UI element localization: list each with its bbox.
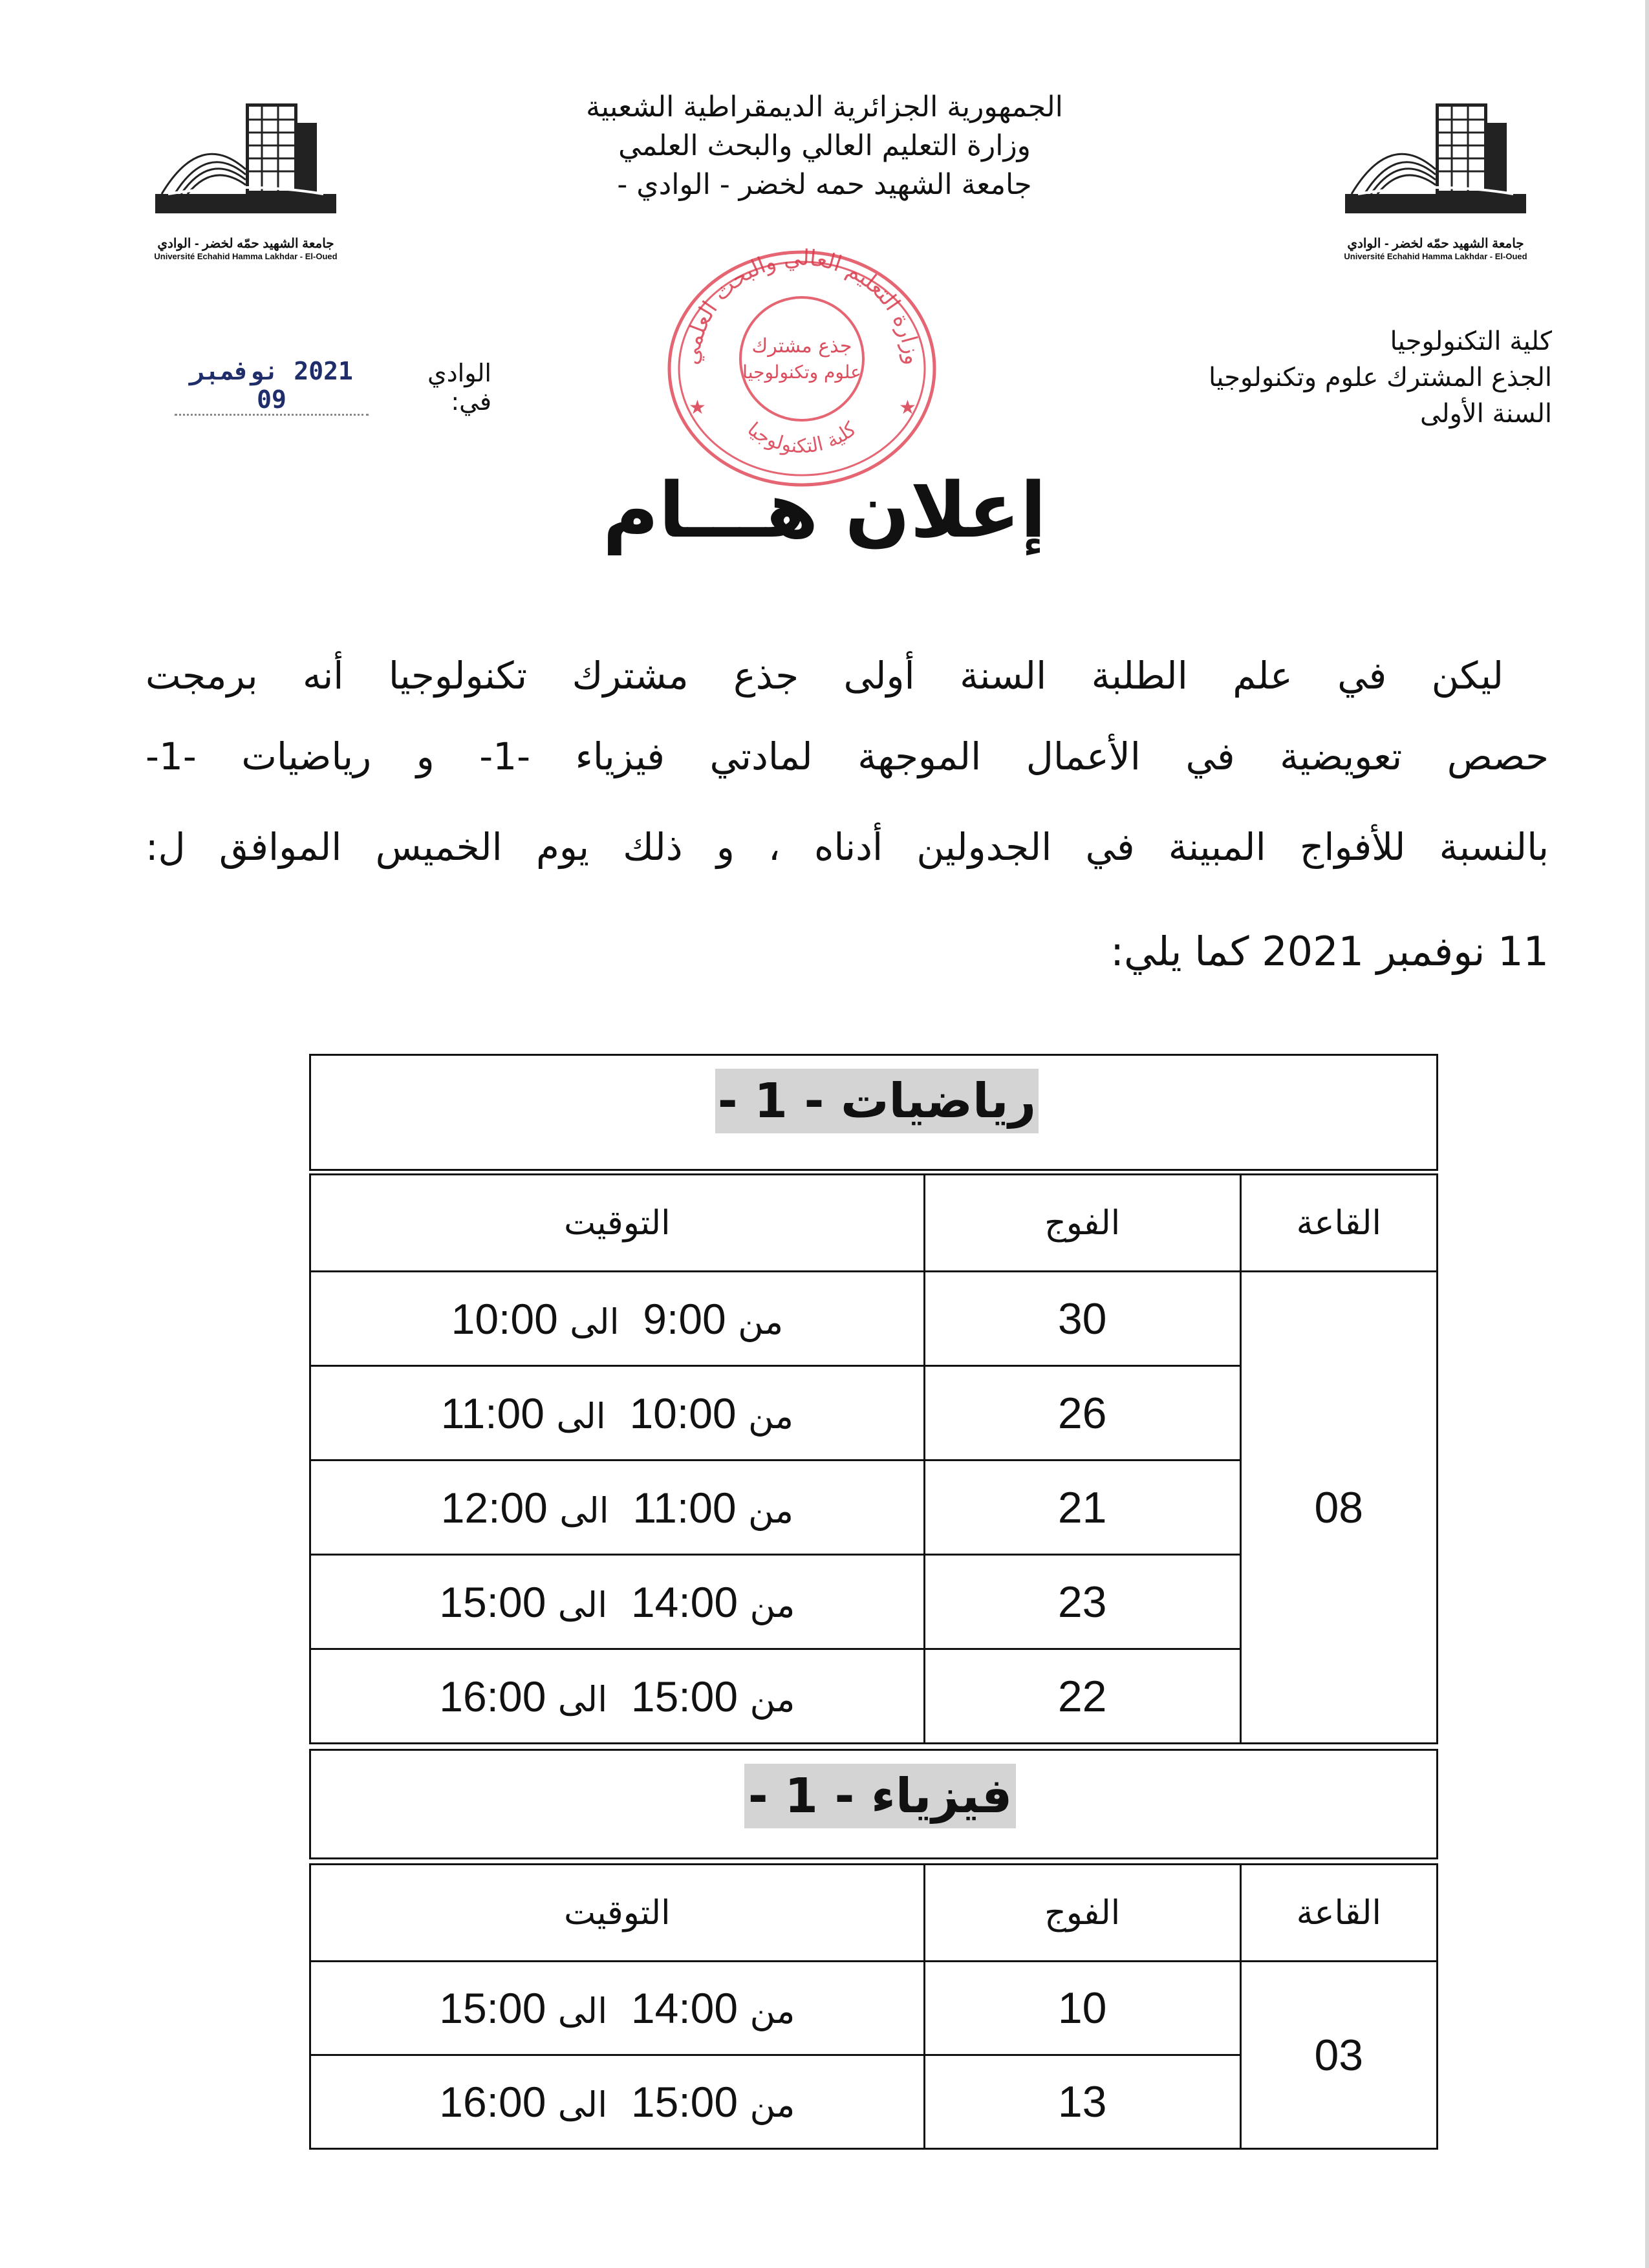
stamp-inner-line-2: علوم وتكنولوجيا <box>742 361 861 383</box>
from-word: من <box>738 1301 784 1342</box>
logo-latin-name: Université Echahid Hamma Lakhdar - El-Oued <box>1344 251 1527 261</box>
stamp-inner-line-1: جذع مشترك <box>751 335 852 358</box>
header-republic: الجمهورية الجزائرية الديمقراطية الشعبية <box>586 91 1063 123</box>
table-header-row <box>310 1865 1438 1962</box>
to-word: الى <box>557 1991 608 2031</box>
group-number: 10 <box>924 1962 1240 2055</box>
time-to: 16:00 <box>439 2078 546 2126</box>
stamp-star-icon: ★ <box>689 396 706 419</box>
time-to: 11:00 <box>440 1389 544 1437</box>
body-line-2: حصص تعويضية في الأعمال الموجهة لمادتي فيزياء -1- و رياضيات -1- <box>146 734 1549 778</box>
time-to: 16:00 <box>439 1672 546 1720</box>
math-subject-title: رياضيات - 1 - <box>715 1069 1039 1133</box>
place-date <box>168 356 491 416</box>
header-university: جامعة الشهيد حمه لخضر - الوادي - <box>617 168 1032 201</box>
header-group: الفوج <box>924 1175 1240 1272</box>
from-word: من <box>749 1678 795 1720</box>
stamp-star-icon: ★ <box>899 396 916 419</box>
time-from: 15:00 <box>630 1672 738 1720</box>
date-value: 2021 نوفمبر 09 <box>175 357 369 416</box>
official-stamp <box>653 239 951 498</box>
university-logo-left <box>149 97 343 261</box>
header-block <box>501 91 1148 207</box>
stamp-seal-icon <box>653 239 951 498</box>
group-number: 21 <box>924 1460 1240 1555</box>
math-schedule-table <box>309 1173 1438 1744</box>
time-slot <box>310 1962 925 2055</box>
body-line-1: ليكن في علم الطلبة السنة أولى جذع مشترك تكنولوجيا أنه برمجت <box>146 654 1503 698</box>
physics-subject-title: فيزياء - 1 - <box>744 1764 1016 1828</box>
math-room: 08 <box>1240 1272 1437 1744</box>
time-slot <box>310 1460 925 1555</box>
group-number: 26 <box>924 1366 1240 1460</box>
logo-arabic-name: جامعة الشهيد حمّه لخضر - الوادي <box>157 237 334 251</box>
time-slot <box>310 1272 925 1366</box>
svg-text:كلية التكنولوجيا <box>743 418 861 458</box>
faculty-block <box>1099 326 1552 435</box>
to-word: الى <box>557 1678 608 1720</box>
time-from: 11:00 <box>632 1483 737 1532</box>
time-slot <box>310 1366 925 1460</box>
time-from: 14:00 <box>630 1578 738 1626</box>
from-word: من <box>749 1584 795 1625</box>
body-date-line: 11 نوفمبر 2021 كما يلي: <box>1110 928 1549 975</box>
table-row <box>310 1962 1438 2055</box>
university-logo-right <box>1339 97 1533 261</box>
faculty-name: كلية التكنولوجيا <box>1390 326 1552 356</box>
university-building-icon <box>1339 97 1533 233</box>
header-time: التوقيت <box>310 1865 925 1962</box>
physics-room: 03 <box>1240 1962 1437 2149</box>
time-from: 9:00 <box>643 1294 726 1343</box>
to-word: الى <box>559 1490 609 1531</box>
header-ministry: وزارة التعليم العالي والبحث العلمي <box>618 129 1031 162</box>
stamp-outer-text: وزارة التعليم العالي والبحث العلمي <box>678 244 926 367</box>
logo-latin-name: Université Echahid Hamma Lakhdar - El-Oued <box>154 251 338 261</box>
math-subject-box <box>309 1054 1438 1171</box>
physics-subject-box <box>309 1749 1438 1859</box>
logo-arabic-name: جامعة الشهيد حمّه لخضر - الوادي <box>1347 237 1524 251</box>
table-header-row <box>310 1175 1438 1272</box>
scan-edge <box>1645 0 1649 2268</box>
to-word: الى <box>570 1301 620 1342</box>
time-slot <box>310 1555 925 1649</box>
time-slot <box>310 1649 925 1744</box>
from-word: من <box>748 1395 794 1437</box>
time-to: 12:00 <box>440 1483 548 1532</box>
to-word: الى <box>556 1395 606 1437</box>
time-from: 15:00 <box>630 2078 738 2126</box>
group-number: 13 <box>924 2055 1240 2149</box>
time-from: 10:00 <box>629 1389 737 1437</box>
table-row <box>310 1272 1438 1366</box>
group-number: 30 <box>924 1272 1240 1366</box>
time-to: 15:00 <box>439 1578 546 1626</box>
from-word: من <box>748 1490 794 1531</box>
page-title: إعلان هـــام <box>602 465 1047 555</box>
to-word: الى <box>557 2084 608 2125</box>
announcement-body <box>146 640 1549 986</box>
time-from: 14:00 <box>630 1984 738 2032</box>
header-room: القاعة <box>1240 1865 1437 1962</box>
time-slot <box>310 2055 925 2149</box>
body-line-3: بالنسبة للأفواج المبينة في الجدولين أدناه ، و ذلك يوم الخميس الموافق ل: <box>146 825 1549 869</box>
header-time: التوقيت <box>310 1175 925 1272</box>
stamp-bottom-text: كلية التكنولوجيا <box>742 418 861 458</box>
from-word: من <box>749 1991 795 2031</box>
place-label: الوادي في: <box>427 359 491 416</box>
from-word: من <box>749 2084 795 2125</box>
physics-schedule-table <box>309 1863 1438 2150</box>
faculty-stream: الجذع المشترك علوم وتكنولوجيا <box>1209 363 1552 392</box>
group-number: 22 <box>924 1649 1240 1744</box>
to-word: الى <box>557 1584 608 1625</box>
faculty-year: السنة الأولى <box>1420 399 1552 429</box>
group-number: 23 <box>924 1555 1240 1649</box>
time-to: 10:00 <box>451 1294 558 1343</box>
header-room: القاعة <box>1240 1175 1437 1272</box>
university-building-icon <box>149 97 343 233</box>
header-group: الفوج <box>924 1865 1240 1962</box>
time-to: 15:00 <box>439 1984 546 2032</box>
